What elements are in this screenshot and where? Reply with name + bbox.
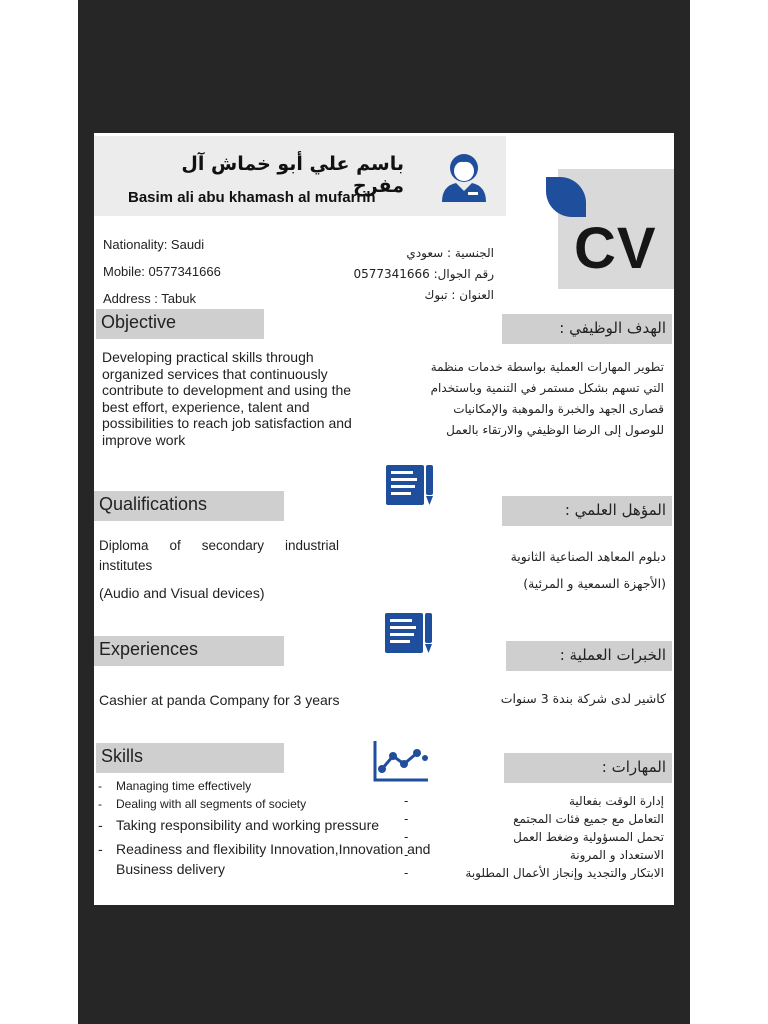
qualification-line2-ar: (الأجهزة السمعية و المرئية) bbox=[523, 576, 666, 591]
experience-text-ar: كاشير لدى شركة بندة 3 سنوات bbox=[500, 691, 666, 706]
mobile-ar: رقم الجوال: 0577341666 bbox=[353, 267, 494, 281]
qualifications-heading-ar: المؤهل العلمي : bbox=[502, 496, 672, 526]
line-chart-icon bbox=[372, 739, 430, 783]
objective-heading-en: Objective bbox=[96, 309, 264, 339]
name-english: Basim ali abu khamash al mufarrih bbox=[128, 189, 376, 206]
mobile-en: Mobile: 0577341666 bbox=[103, 264, 221, 279]
skills-heading-en: Skills bbox=[96, 743, 284, 773]
nationality-ar: الجنسية : سعودي bbox=[406, 246, 494, 260]
skills-list-en bbox=[98, 779, 438, 883]
objective-heading-ar: الهدف الوظيفي : bbox=[502, 314, 672, 344]
skills-list-ar bbox=[404, 794, 664, 884]
person-icon bbox=[436, 152, 492, 204]
qualification-line2-en: (Audio and Visual devices) bbox=[99, 585, 265, 601]
qualification-line1-en: Diploma of secondary industrial institutes bbox=[99, 538, 339, 573]
skill-item-en: - Dealing with all segments of society bbox=[98, 797, 438, 811]
document-pencil-icon bbox=[384, 463, 436, 507]
skills-heading-ar: المهارات : bbox=[504, 753, 672, 783]
cv-page bbox=[94, 133, 674, 905]
address-ar: العنوان : تبوك bbox=[424, 288, 494, 302]
skill-item-en: - Taking responsibility and working pressure bbox=[98, 815, 438, 835]
experiences-heading-en: Experiences bbox=[94, 636, 284, 666]
skill-item-en: - Managing time effectively bbox=[98, 779, 438, 793]
name-arabic: باسم علي أبو خماش آل مفرح bbox=[181, 153, 404, 197]
qualifications-heading-en: Qualifications bbox=[94, 491, 284, 521]
document-pencil-icon bbox=[383, 611, 435, 655]
experiences-heading-ar: الخبرات العملية : bbox=[506, 641, 672, 671]
address-en: Address : Tabuk bbox=[103, 291, 196, 306]
cv-title: CV bbox=[574, 216, 657, 281]
skill-item-en: - Readiness and flexibility Innovation,Innovation and Business delivery bbox=[98, 839, 438, 879]
skill-item-ar: - التعامل مع جميع فئات المجتمع bbox=[404, 812, 664, 826]
objective-text-en: Developing practical skills through organized services that continuously contribute to development and using the best effort, experience, talent and possibilities to reach job satisfaction and improve work bbox=[102, 349, 352, 448]
qualification-line1-ar: دبلوم المعاهد الصناعية الثانوية bbox=[510, 549, 666, 564]
nationality-en: Nationality: Saudi bbox=[103, 237, 205, 252]
skill-item-ar: - تحمل المسؤولية وضغط العمل bbox=[404, 830, 664, 844]
skill-item-ar: - الاستعداد و المرونة bbox=[404, 848, 664, 862]
skill-item-ar: - الابتكار والتجديد وإنجاز الأعمال المطلوبة bbox=[404, 866, 664, 880]
skill-item-ar: - إدارة الوقت بفعالية bbox=[404, 794, 664, 808]
objective-text-ar: تطوير المهارات العملية بواسطة خدمات منظمة التي تسهم بشكل مستمر في التنمية وباستخدام قصارى الجهد والخبرة والموهبة والإمكانيات للوصول إلى الرضا الوظيفي والارتقاء بالعمل bbox=[430, 360, 664, 437]
experience-text-en: Cashier at panda Company for 3 years bbox=[99, 692, 340, 708]
